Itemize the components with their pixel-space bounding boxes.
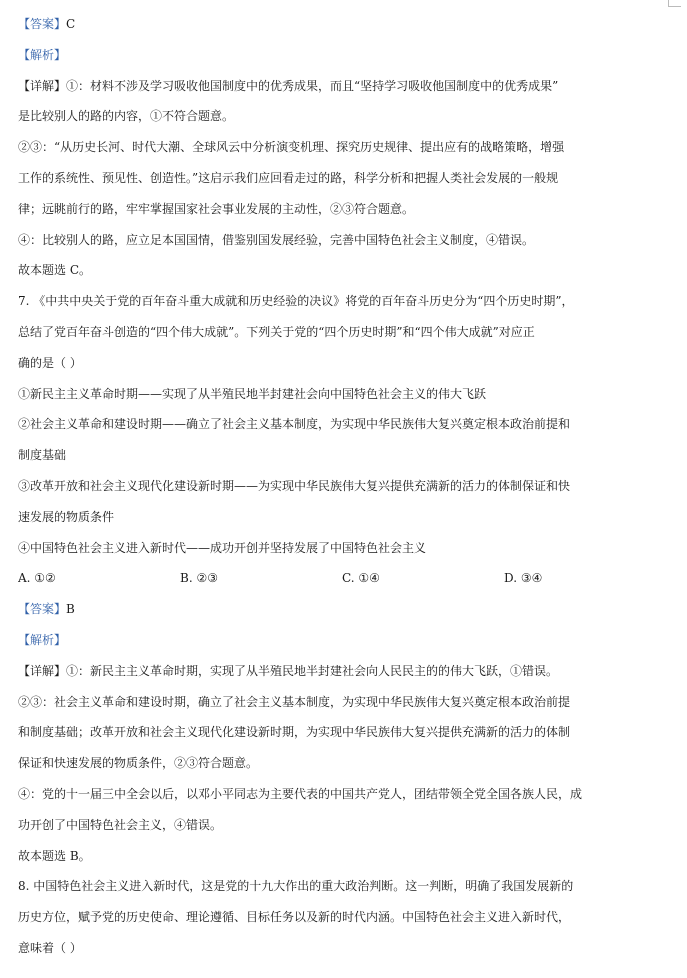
q8-stem-line-2: 意味着（ ） xyxy=(18,940,82,955)
q6-conclusion: 故本题选 C。 xyxy=(18,263,91,278)
detail-tag: 【详解】 xyxy=(18,663,67,678)
q7-stem-line-2: 确的是（ ） xyxy=(18,355,82,370)
q7-detail-line-1: ②③：社会主义革命和建设时期，确立了社会主义基本制度，为实现中华民族伟大复兴奠定根本政治前提 xyxy=(18,694,571,709)
answer-tag: 【答案】 xyxy=(18,17,67,31)
q7-detail-line-4: ④：党的十一届三中全会以后，以邓小平同志为主要代表的中国共产党人，团结带领全党全国各族人民，成 xyxy=(18,786,583,801)
q8-stem-line-1: 历史方位，赋予党的历史使命、理论遵循、目标任务以及新的时代内涵。中国特色社会主义进入新时代， xyxy=(18,910,571,925)
detail-tag: 【详解】 xyxy=(18,78,67,93)
option-c: C. ①④ xyxy=(342,571,380,586)
q8-stem-line-0: 8. 中国特色社会主义进入新时代，这是党的十九大作出的重大政治判断。这一判断，明确了我国发展新的 xyxy=(18,879,574,894)
page-corner-mark xyxy=(668,0,681,7)
q7-detail-line-3: 保证和快速发展的物质条件，②③符合题意。 xyxy=(18,756,259,771)
q6-answer: C xyxy=(66,17,76,31)
q7-answer: B xyxy=(66,602,75,617)
q7-item-2: ②社会主义革命和建设时期——确立了社会主义基本制度，为实现中华民族伟大复兴奠定根本政治前提和 xyxy=(18,417,571,432)
q7-analysis-tag: 【解析】 xyxy=(18,632,67,647)
q7-options xyxy=(18,563,674,594)
q7-stem-line-0: 7. 《中共中央关于党的百年奋斗重大成就和历史经验的决议》将党的百年奋斗历史分为“四个历史时期”， xyxy=(18,294,574,309)
q6-detail-line-0 xyxy=(18,71,674,102)
q6-detail-line-3: 工作的系统性、预见性、创造性。”这启示我们应回看走过的路，科学分析和把握人类社会发展的一般规 xyxy=(18,170,559,185)
q7-item-2-cont: 制度基础 xyxy=(18,448,67,463)
document-page xyxy=(18,9,674,964)
option-d: D. ③④ xyxy=(504,571,543,586)
q7-item-4: ④中国特色社会主义进入新时代——成功开创并坚持发展了中国特色社会主义 xyxy=(18,540,427,555)
answer-tag: 【答案】 xyxy=(18,602,67,617)
q7-detail-line-2: 和制度基础；改革开放和社会主义现代化建设新时期，为实现中华民族伟大复兴提供充满新的活力的体制 xyxy=(18,725,571,740)
q6-detail-line-2: ②③：“从历史长河、时代大潮、全球风云中分析演变机理、探究历史规律、提出应有的战略策略，增强 xyxy=(18,140,565,155)
q6-detail-line-1: 是比较别人的路的内容，①不符合题意。 xyxy=(18,109,235,124)
q6-answer-line xyxy=(18,9,674,40)
q7-conclusion: 故本题选 B。 xyxy=(18,848,91,863)
option-b: B. ②③ xyxy=(180,571,218,586)
q7-detail-line-5: 功开创了中国特色社会主义，④错误。 xyxy=(18,817,223,832)
q7-stem-line-1: 总结了党百年奋斗创造的“四个伟大成就”。下列关于党的“四个历史时期”和“四个伟大成就”对应正 xyxy=(18,324,535,339)
q7-item-3: ③改革开放和社会主义现代化建设新时期——为实现中华民族伟大复兴提供充满新的活力的体制保证和快 xyxy=(18,478,571,493)
q6-detail-text: ①：材料不涉及学习吸收他国制度中的优秀成果，而且“坚持学习吸收他国制度中的优秀成果” xyxy=(66,78,559,93)
q6-detail-line-4: 律；远眺前行的路，牢牢掌握国家社会事业发展的主动性，②③符合题意。 xyxy=(18,201,415,216)
q7-detail-line-0 xyxy=(18,656,674,687)
q6-analysis-tag: 【解析】 xyxy=(18,47,67,62)
q7-item-3-cont: 速发展的物质条件 xyxy=(18,509,115,524)
option-a: A. ①② xyxy=(18,571,56,586)
q7-answer-line xyxy=(18,594,674,625)
q7-item-1: ①新民主主义革命时期——实现了从半殖民地半封建社会向中国特色社会主义的伟大飞跃 xyxy=(18,386,487,401)
q7-detail-text: ①：新民主主义革命时期，实现了从半殖民地半封建社会向人民民主的的伟大飞跃，①错误。 xyxy=(66,663,559,678)
q6-detail-line-5: ④：比较别人的路，应立足本国国情，借鉴别国发展经验，完善中国特色社会主义制度，④错误。 xyxy=(18,232,535,247)
